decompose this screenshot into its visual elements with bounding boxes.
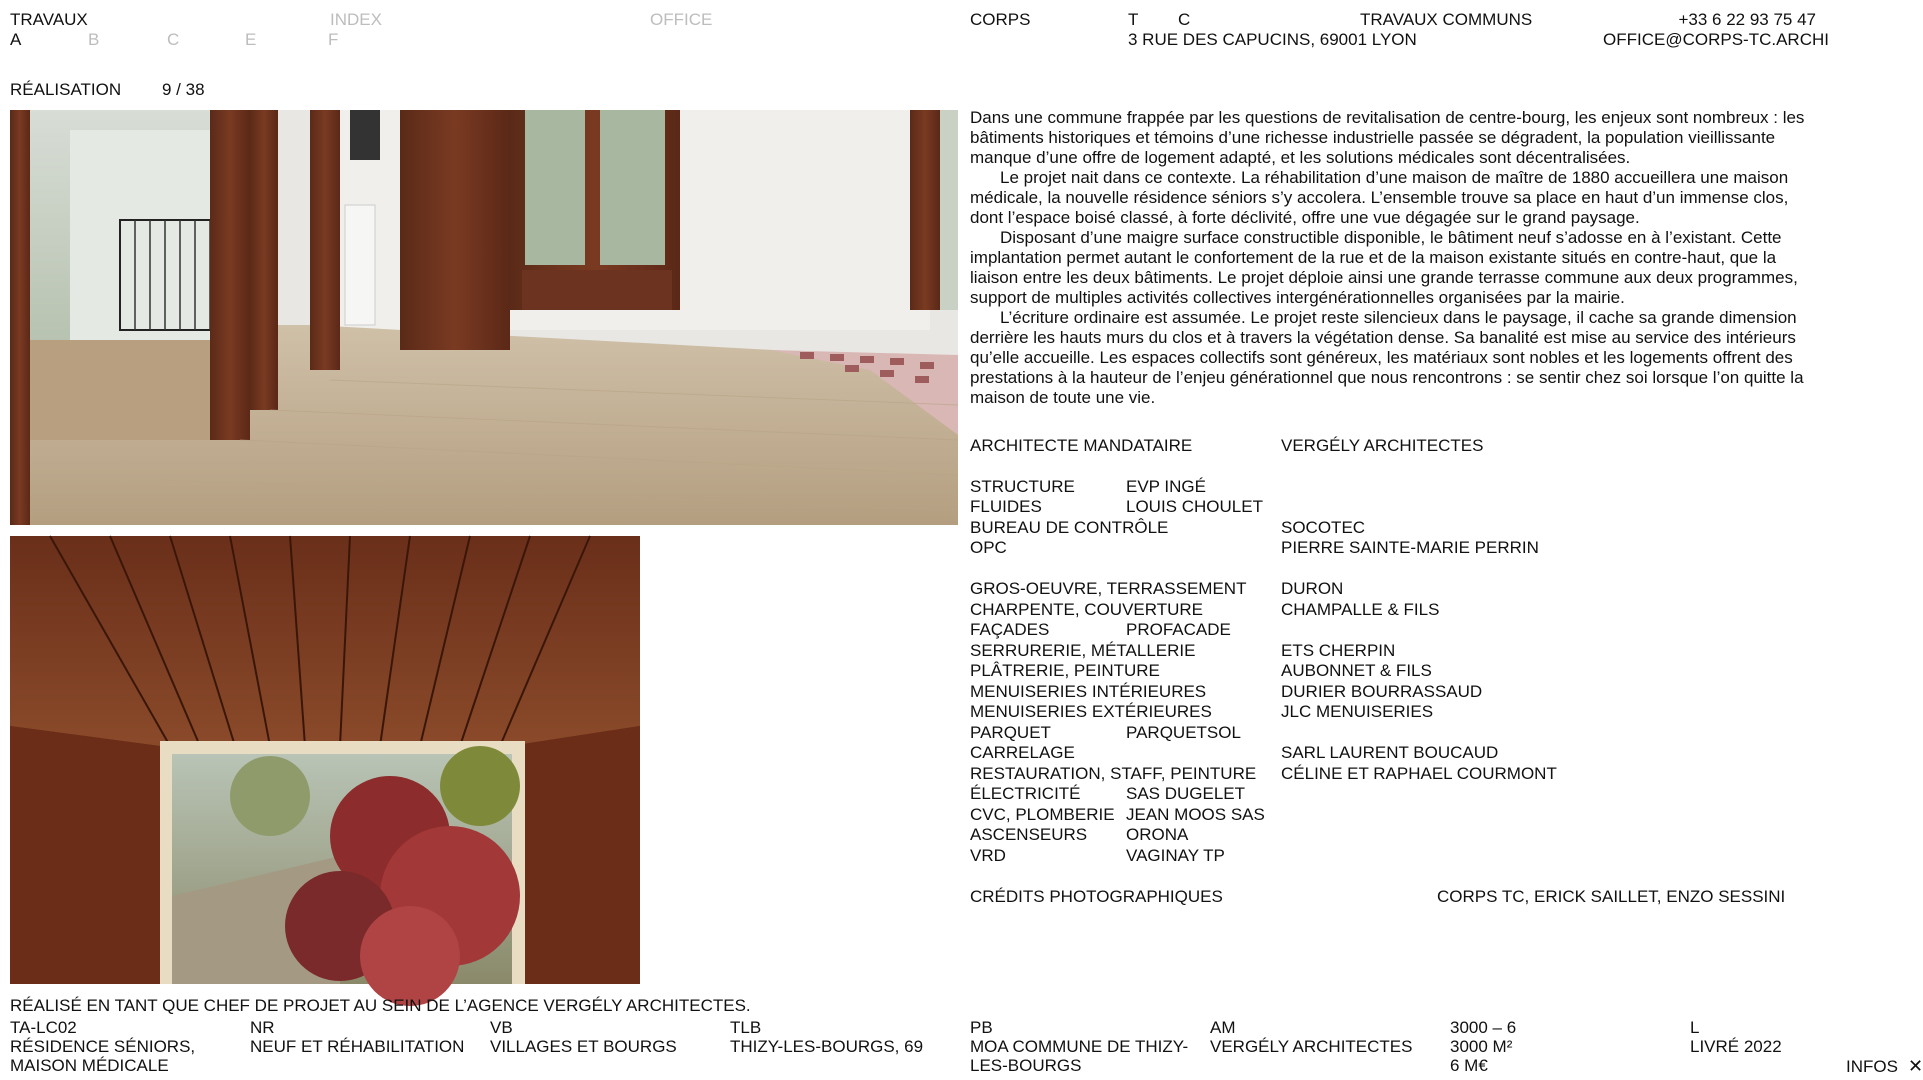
meta-value: LIVRÉ 2022	[1690, 1037, 1782, 1056]
meta-code: TLB	[730, 1018, 762, 1037]
description-paragraph: Disposant d’une maigre surface constructible disponible, le bâtiment neuf s’adosse en à l’existant. Cette implantation permet autant le confortement de la rue et de la maison existante situés en contre-haut, que la liaison entre les deux bâtiments. Le projet déploie ainsi une grande terrasse commune aux deux programmes, support de multiples activités collectives intergénérationnelles organisées par la mairie.	[970, 228, 1798, 307]
credit-role: BUREAU DE CONTRÔLE	[970, 518, 1169, 537]
meta-code: AM	[1210, 1018, 1236, 1037]
credit-name: AUBONNET & FILS	[1281, 661, 1432, 680]
filter-b[interactable]: B	[88, 30, 100, 49]
project-photo-frame[interactable]	[10, 536, 640, 984]
credit-role: VRD	[970, 846, 1006, 865]
filter-e[interactable]: E	[245, 30, 257, 49]
credit-name: VAGINAY TP	[1126, 846, 1225, 865]
credit-name: PIERRE SAINTE-MARIE PERRIN	[1281, 538, 1539, 557]
nav-index[interactable]: INDEX	[330, 10, 382, 29]
meta-code: L	[1690, 1018, 1700, 1037]
credit-role: FLUIDES	[970, 497, 1042, 516]
infos-toggle-button[interactable]	[1846, 1056, 1923, 1077]
credit-name: ORONA	[1126, 825, 1189, 844]
meta-column	[1450, 1018, 1680, 1075]
meta-column	[970, 1018, 1200, 1075]
footer-note: RÉALISÉ EN TANT QUE CHEF DE PROJET AU SEIN DE L’AGENCE VERGÉLY ARCHITECTES.	[10, 996, 751, 1015]
meta-value: MAISON MÉDICALE	[10, 1056, 169, 1075]
credit-role: MENUISERIES INTÉRIEURES	[970, 682, 1207, 701]
meta-value: 6 M€	[1450, 1056, 1488, 1075]
meta-column	[1690, 1018, 1840, 1056]
nav-office[interactable]: OFFICE	[650, 10, 713, 29]
credit-role: OPC	[970, 538, 1007, 557]
credit-name: CHAMPALLE & FILS	[1281, 600, 1440, 619]
brand-tagline: TRAVAUX COMMUNS	[1360, 10, 1533, 29]
meta-value: VILLAGES ET BOURGS	[490, 1037, 677, 1056]
meta-value: RÉSIDENCE SÉNIORS,	[10, 1037, 196, 1056]
credit-name: LOUIS CHOULET	[1126, 497, 1263, 516]
meta-value: 3000 M²	[1450, 1037, 1513, 1056]
email-link[interactable]: OFFICE@CORPS-TC.ARCHI	[1603, 30, 1829, 49]
phone-link[interactable]: +33 6 22 93 75 47	[1678, 10, 1816, 29]
credit-name: EVP INGÉ	[1126, 477, 1206, 496]
project-label: RÉALISATION	[10, 80, 122, 99]
credit-role: CARRELAGE	[970, 743, 1075, 762]
credit-role: GROS-OEUVRE, TERRASSEMENT	[970, 579, 1247, 598]
credit-role: MENUISERIES EXTÉRIEURES	[970, 702, 1212, 721]
meta-column	[10, 1018, 240, 1075]
credit-name: PARQUETSOL	[1126, 723, 1241, 742]
meta-code: PB	[970, 1018, 993, 1037]
credit-role: RESTAURATION, STAFF, PEINTURE	[970, 764, 1257, 783]
meta-column	[490, 1018, 720, 1056]
meta-column	[730, 1018, 960, 1056]
credit-role: PARQUET	[970, 723, 1051, 742]
meta-code: TA-LC02	[10, 1018, 77, 1037]
credit-role: STRUCTURE	[970, 477, 1075, 496]
credit-name: CORPS TC, ERICK SAILLET, ENZO SESSINI	[1437, 887, 1786, 906]
project-photo-interior[interactable]	[10, 110, 958, 525]
credit-name: JEAN MOOS SAS	[1126, 805, 1265, 824]
description-paragraph: Le projet nait dans ce contexte. La réhabilitation d’une maison de maître de 1880 accueillera une maison médicale, la nouvelle résidence séniors s’y accolera. L’ensemble trouve sa place en haut d’un immense clos, dont l’espace boisé classé, à forte déclivité, offre une vue dégagée sur le grand paysage.	[970, 168, 1789, 227]
project-description	[970, 108, 1815, 408]
credit-role: CVC, PLOMBERIE	[970, 805, 1115, 824]
meta-value: THIZY-LES-BOURGS, 69	[730, 1037, 924, 1056]
credit-name: DURON	[1281, 579, 1344, 598]
credit-name: SOCOTEC	[1281, 518, 1366, 537]
credit-role: SERRURERIE, MÉTALLERIE	[970, 641, 1196, 660]
credit-name: SARL LAURENT BOUCAUD	[1281, 743, 1499, 762]
credit-role: CRÉDITS PHOTOGRAPHIQUES	[970, 887, 1223, 906]
credit-name: CÉLINE ET RAPHAEL COURMONT	[1281, 764, 1557, 783]
meta-value: VERGÉLY ARCHITECTES	[1210, 1037, 1413, 1056]
filter-c[interactable]: C	[167, 30, 180, 49]
credit-name: ETS CHERPIN	[1281, 641, 1396, 660]
nav-travaux[interactable]: TRAVAUX	[10, 10, 88, 29]
close-icon: ✕	[1907, 1056, 1923, 1076]
meta-value: NEUF ET RÉHABILITATION	[250, 1037, 465, 1056]
credit-role: PLÂTRERIE, PEINTURE	[970, 661, 1160, 680]
meta-column	[250, 1018, 480, 1056]
meta-code: NR	[250, 1018, 275, 1037]
meta-value: MOA COMMUNE DE THIZY-	[970, 1037, 1189, 1056]
filter-f[interactable]: F	[328, 30, 339, 49]
credit-name: DURIER BOURRASSAUD	[1281, 682, 1483, 701]
credit-role: ARCHITECTE MANDATAIRE	[970, 436, 1193, 455]
meta-column	[1210, 1018, 1440, 1056]
meta-code: VB	[490, 1018, 513, 1037]
project-counter: 9 / 38	[162, 80, 205, 99]
credit-name: SAS DUGELET	[1126, 784, 1246, 803]
credit-role: CHARPENTE, COUVERTURE	[970, 600, 1203, 619]
credit-role: ASCENSEURS	[970, 825, 1088, 844]
office-address: 3 RUE DES CAPUCINS, 69001 LYON	[1128, 30, 1417, 49]
credit-name: VERGÉLY ARCHITECTES	[1281, 436, 1484, 455]
meta-code: 3000 – 6	[1450, 1018, 1517, 1037]
brand-name: CORPS	[970, 10, 1031, 29]
credit-role: FAÇADES	[970, 620, 1050, 639]
infos-label: INFOS	[1846, 1057, 1898, 1076]
brand-letter-c: C	[1178, 10, 1191, 29]
credit-name: JLC MENUISERIES	[1281, 702, 1434, 721]
brand-letter-t: T	[1128, 10, 1139, 29]
description-paragraph: Dans une commune frappée par les questions de revitalisation de centre-bourg, les enjeux sont nombreux : les bâtiments historiques et témoins d’une richesse industrielle passée se dégradent, la population vieillissante manque d’une offre de logement adapté, et les solutions médicales sont décentralisées.	[970, 108, 1805, 167]
credit-name: PROFACADE	[1126, 620, 1231, 639]
filter-a[interactable]: A	[10, 30, 22, 49]
description-paragraph: L’écriture ordinaire est assumée. Le projet reste silencieux dans le paysage, il cache sa grande dimension derrière les hauts murs du clos et à travers la végétation dense. Sa banalité est mise au service des intérieurs qu’elle accueille. Les espaces collectifs sont généreux, les matériaux sont nobles et les logements offrent des prestations à la hauteur de l’enjeu générationnel que nous rencontrons : se sentir chez soi lorsque l’on quitte la maison de toute une vie.	[970, 308, 1804, 407]
meta-value: LES-BOURGS	[970, 1056, 1082, 1075]
credit-role: ÉLECTRICITÉ	[970, 784, 1081, 803]
